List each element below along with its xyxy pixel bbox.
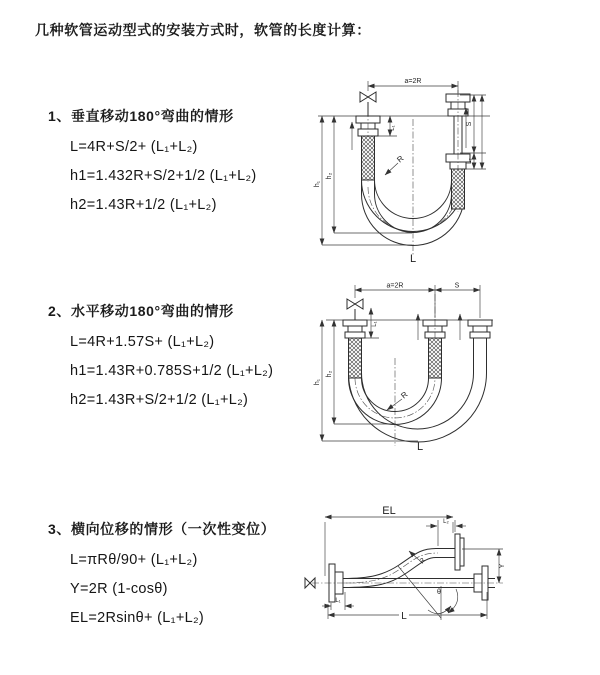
valve-icon (360, 92, 368, 102)
dim-label-y: Y (499, 563, 506, 569)
hose-length-label: L (409, 253, 417, 265)
dim-label-h1: h₁ (314, 180, 321, 188)
section-lateral-displacement (48, 519, 275, 626)
pipe-fittings (343, 299, 492, 378)
dim-label-h2: h₂ (326, 370, 333, 378)
radius-label: R (418, 556, 428, 566)
dim-label-a2r: a=2R (404, 78, 422, 85)
radius-label: R (399, 389, 410, 401)
dim-label-l2: L₂ (467, 158, 473, 164)
dim-label-l1: L₁ (390, 125, 396, 131)
dim-label-s: S (454, 282, 460, 290)
dim-label-l1: L₁ (335, 598, 341, 604)
dim-label-h1: h₁ (314, 378, 321, 386)
formula-h2: h2=1.43R+S/2+1/2 (L₁+L₂) (70, 392, 249, 408)
dim-label-el: EL (382, 505, 396, 517)
formula-h2: h2=1.43R+1/2 (L₁+L₂) (70, 197, 217, 213)
section-horizontal-movement (48, 301, 273, 408)
section-1-heading: 1、垂直移动180°弯曲的情形 (48, 108, 234, 124)
formula-length: L=πRθ/90+ (L₁+L₂) (70, 552, 198, 568)
formula-length: L=4R+1.57S+ (L₁+L₂) (70, 334, 215, 350)
hose-u-bends (349, 373, 487, 442)
section-vertical-movement (48, 106, 257, 213)
diagram-horizontal-movement-u-bend (308, 278, 598, 460)
section-2-heading: 2、水平移动180°弯曲的情形 (48, 303, 234, 319)
formula-h1: h1=1.43R+0.785S+1/2 (L₁+L₂) (70, 363, 274, 379)
dimension-lines (318, 81, 490, 245)
dim-label-h2: h₂ (326, 172, 333, 180)
dim-label-a2r: a=2R (386, 282, 404, 290)
hose-length-label: L (416, 441, 424, 453)
valve-icon (305, 578, 310, 588)
formula-el: EL=2Rsinθ+ (L₁+L₂) (70, 610, 205, 626)
dim-label-l1: L₁ (372, 321, 378, 327)
formula-h1: h1=1.432R+S/2+1/2 (L₁+L₂) (70, 168, 257, 184)
centerlines (355, 294, 435, 446)
dim-label-s: S (466, 121, 473, 127)
diagram-lateral-displacement (298, 496, 598, 633)
dim-label-l2: L₂ (443, 519, 449, 525)
theta-angle-label: θ (437, 589, 441, 596)
section-3-heading: 3、横向位移的情形（一次性变位） (48, 521, 276, 537)
hose-length-label: L (401, 611, 407, 622)
diagram-vertical-movement-u-bend (308, 64, 598, 271)
radius-label: R (395, 153, 406, 165)
formula-y: Y=2R (1-cosθ) (70, 581, 168, 597)
page-title: 几种软管运动型式的安装方式时，软管的长度计算： (35, 22, 371, 38)
valve-icon (347, 299, 355, 309)
formula-length: L=4R+S/2+ (L₁+L₂) (70, 139, 198, 155)
